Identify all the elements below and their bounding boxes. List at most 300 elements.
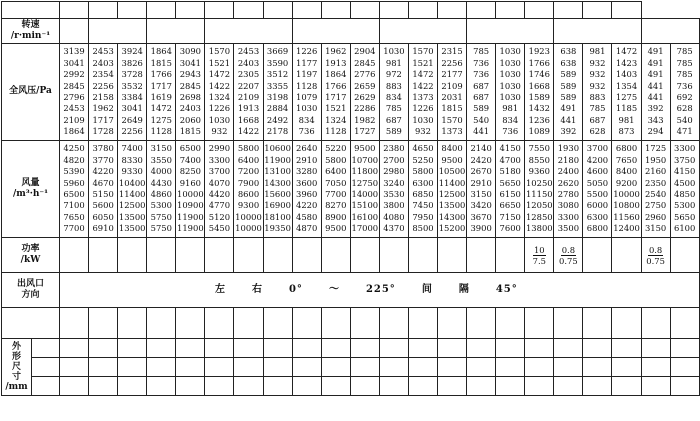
power-value [147, 238, 176, 273]
flow-value: 8400 [615, 166, 638, 177]
flow-value: 5180 [499, 166, 521, 177]
dims-label-line: 尺 [11, 362, 21, 372]
pressure-value: 491 [647, 46, 664, 57]
flow-value: 7200 [237, 166, 260, 177]
power-value [467, 238, 496, 273]
mass-value [438, 308, 467, 339]
pressure-value: 392 [647, 103, 664, 114]
pressure-value: 1766 [150, 69, 172, 80]
flow-value: 3960 [296, 189, 318, 199]
height-value [583, 377, 612, 396]
dims-label-line: 寸 [11, 372, 21, 382]
power-value [350, 238, 379, 273]
pressure-value: 3198 [266, 92, 289, 102]
pressure-value: 1030 [499, 57, 521, 68]
model-number [118, 2, 147, 19]
height-value [641, 377, 670, 396]
power-value [60, 238, 89, 273]
pressure-value: 1373 [441, 126, 463, 137]
power-numerator: 10 [533, 244, 545, 255]
length-value [612, 339, 641, 358]
flow-value: 6850 [412, 189, 434, 199]
flow-value: 2670 [470, 166, 492, 177]
pressure-value: 1128 [150, 126, 172, 137]
flow-value: 3280 [296, 166, 318, 177]
outlet-direction-token: 225° [365, 284, 396, 295]
flow-label-line: /m³·h⁻¹ [12, 189, 49, 199]
dims-label-line: 形 [11, 352, 21, 362]
length-label [32, 339, 60, 358]
pressure-value: 2453 [63, 103, 85, 114]
flow-value: 11400 [118, 189, 146, 199]
flow-value: 10900 [177, 200, 204, 211]
pressure-value: 785 [676, 57, 693, 68]
height-value [408, 377, 437, 396]
power-value [438, 238, 467, 273]
pressure-value: 3924 [121, 46, 143, 57]
height-value [234, 377, 263, 396]
pressure-value: 2256 [441, 57, 463, 68]
flow-value: 5800 [237, 143, 260, 154]
pressure-value: 2109 [441, 80, 463, 91]
flow-value: 5800 [412, 166, 434, 177]
pressure-value: 1717 [150, 80, 172, 91]
pressure-value: 1717 [325, 92, 347, 102]
height-value [467, 377, 496, 396]
pressure-value: 628 [676, 103, 693, 114]
flow-column [350, 141, 379, 238]
width-value [60, 358, 89, 377]
pressure-value: 1324 [208, 92, 231, 102]
model-number [234, 2, 263, 19]
speed-value [205, 19, 292, 44]
power-value [321, 238, 350, 273]
pressure-value: 1373 [412, 92, 434, 102]
flow-value: 12850 [525, 211, 553, 222]
flow-value: 4580 [296, 211, 318, 222]
pressure-column [670, 44, 699, 141]
flow-value: 4850 [674, 189, 696, 199]
width-value [234, 358, 263, 377]
flow-value: 5220 [325, 143, 347, 154]
pressure-value: 981 [589, 46, 606, 57]
outlet-direction-token: ～ [328, 284, 340, 295]
model-number [496, 2, 525, 19]
flow-value: 4080 [383, 211, 405, 222]
pressure-value: 589 [560, 69, 577, 80]
flow-value: 13500 [118, 211, 146, 222]
pressure-value: 1668 [237, 114, 260, 125]
pressure-value: 932 [589, 80, 606, 91]
pressure-value: 736 [676, 80, 693, 91]
flow-value: 2960 [644, 211, 667, 222]
flow-value: 6300 [586, 211, 609, 222]
mass-label [2, 308, 60, 339]
flow-value: 12500 [118, 200, 146, 211]
dims-label [2, 339, 32, 396]
mass-value [263, 308, 292, 339]
width-value [350, 358, 379, 377]
length-value [89, 339, 118, 358]
flow-value: 7550 [528, 143, 550, 154]
width-value [89, 358, 118, 377]
pressure-value: 1177 [296, 57, 318, 68]
flow-value: 4220 [296, 200, 318, 211]
pressure-value: 2492 [266, 114, 289, 125]
height-value [147, 377, 176, 396]
pressure-value: 2845 [179, 80, 202, 91]
power-fraction [554, 238, 583, 273]
flow-value: 5050 [586, 177, 609, 188]
pressure-value: 785 [473, 46, 490, 57]
speed-value [379, 19, 466, 44]
pressure-value: 3090 [179, 46, 202, 57]
flow-value: 6000 [586, 200, 609, 211]
pressure-column [234, 44, 263, 141]
flow-value: 2910 [470, 177, 492, 188]
power-fraction [641, 238, 670, 273]
power-value [670, 238, 699, 273]
pressure-value: 2698 [179, 92, 202, 102]
flow-column [641, 141, 670, 238]
flow-value: 5960 [63, 177, 85, 188]
model-number [263, 2, 292, 19]
pressure-value: 1030 [499, 92, 521, 102]
pressure-column [205, 44, 234, 141]
flow-value: 6400 [325, 166, 347, 177]
flow-value: 8900 [325, 211, 347, 222]
pressure-value: 441 [647, 92, 664, 102]
flow-value: 3300 [557, 211, 580, 222]
pressure-value: 2659 [354, 80, 376, 91]
flow-value: 3800 [383, 200, 405, 211]
flow-value: 10500 [438, 166, 466, 177]
flow-value: 3300 [208, 154, 231, 165]
pressure-value: 1030 [208, 114, 231, 125]
flow-value: 4820 [63, 154, 85, 165]
pressure-column [118, 44, 147, 141]
pressure-value: 2354 [92, 69, 114, 80]
pressure-value: 1236 [528, 114, 550, 125]
flow-value: 16100 [351, 211, 379, 222]
flow-value: 4870 [296, 223, 318, 234]
flow-value: 8270 [325, 200, 347, 211]
power-denominator: 7.5 [532, 255, 546, 266]
outlet-direction-token: 0° [288, 284, 303, 295]
flow-value: 10600 [264, 143, 291, 154]
pressure-value: 1815 [179, 126, 202, 137]
pressure-value: 441 [560, 114, 577, 125]
pressure-value: 589 [560, 92, 577, 102]
pressure-value: 1422 [208, 80, 231, 91]
pressure-value: 2845 [354, 57, 376, 68]
flow-value: 6100 [674, 223, 696, 234]
flow-value: 2380 [383, 143, 405, 154]
flow-value: 4500 [674, 177, 696, 188]
speed-value [292, 19, 379, 44]
width-value [496, 358, 525, 377]
pressure-value: 2796 [63, 92, 85, 102]
power-label-line: 功率 [21, 243, 40, 254]
mass-value [467, 308, 496, 339]
pressure-value: 1521 [208, 57, 231, 68]
flow-column [60, 141, 89, 238]
flow-value: 10800 [613, 200, 640, 211]
speed-label-line: 转速 [21, 19, 40, 30]
length-value [147, 339, 176, 358]
length-value [234, 339, 263, 358]
length-value [379, 339, 408, 358]
flow-label-line: 风量 [21, 177, 40, 188]
pressure-value: 2943 [179, 69, 202, 80]
flow-value: 5600 [92, 200, 114, 211]
flow-value: 12750 [351, 177, 379, 188]
flow-value: 6650 [499, 200, 521, 211]
pressure-value: 932 [589, 69, 606, 80]
flow-value: 4000 [150, 166, 172, 177]
pressure-value: 2992 [63, 69, 85, 80]
pressure-column [583, 44, 612, 141]
flow-value: 3750 [674, 154, 696, 165]
power-value [408, 238, 437, 273]
outlet-direction-token: 间 [421, 284, 433, 295]
width-label [32, 358, 60, 377]
flow-value: 2350 [644, 177, 667, 188]
flow-value: 4200 [586, 154, 609, 165]
pressure-value: 1185 [615, 103, 638, 114]
flow-value: 1950 [644, 154, 667, 165]
pressure-value: 687 [589, 114, 606, 125]
pressure-value: 687 [473, 80, 490, 91]
pressure-value: 687 [473, 92, 490, 102]
pressure-value: 1589 [528, 92, 550, 102]
width-value [379, 358, 408, 377]
flow-column [583, 141, 612, 238]
pressure-column [321, 44, 350, 141]
pressure-value: 3669 [266, 46, 289, 57]
mass-value [147, 308, 176, 339]
pressure-value: 1423 [615, 57, 638, 68]
power-value [205, 238, 234, 273]
flow-value: 3600 [296, 177, 318, 188]
flow-value: 12500 [438, 189, 466, 199]
width-value [467, 358, 496, 377]
flow-value: 4150 [674, 166, 696, 177]
power-denominator: 0.75 [559, 255, 578, 266]
pressure-value: 1913 [237, 103, 260, 114]
pressure-value: 785 [589, 103, 606, 114]
pressure-value: 2629 [354, 92, 376, 102]
pressure-value: 785 [385, 103, 402, 114]
pressure-value: 2845 [63, 80, 85, 91]
flow-value: 13500 [438, 200, 466, 211]
pressure-value: 883 [589, 92, 606, 102]
pressure-value: 1324 [325, 114, 347, 125]
flow-value: 16900 [264, 200, 291, 211]
pressure-value: 785 [676, 46, 693, 57]
model-number [147, 2, 176, 19]
pressure-value: 834 [502, 114, 519, 125]
length-value [467, 339, 496, 358]
height-value [321, 377, 350, 396]
pressure-column [554, 44, 583, 141]
flow-value: 4150 [499, 143, 521, 154]
flow-value: 5800 [325, 154, 347, 165]
flow-value: 10400 [118, 177, 146, 188]
power-value [612, 238, 641, 273]
pressure-value: 3384 [121, 92, 143, 102]
pressure-value: 981 [618, 114, 635, 125]
height-value [612, 377, 641, 396]
flow-value: 13500 [118, 223, 146, 234]
pressure-value: 1472 [150, 103, 172, 114]
flow-value: 5390 [63, 166, 85, 177]
model-number [292, 2, 321, 19]
speed-value [641, 19, 699, 44]
flow-value: 8250 [179, 166, 202, 177]
width-value [408, 358, 437, 377]
outlet-direction-token: 45° [495, 284, 518, 295]
pressure-value: 2060 [179, 114, 202, 125]
pressure-value: 1275 [615, 92, 638, 102]
flow-value: 4420 [208, 189, 231, 199]
pressure-column [263, 44, 292, 141]
pressure-value: 736 [502, 126, 519, 137]
pressure-value: 1923 [528, 46, 550, 57]
pressure-value: 1727 [354, 126, 376, 137]
pressure-value: 2256 [121, 126, 143, 137]
pressure-value: 589 [385, 126, 402, 137]
pressure-column [379, 44, 408, 141]
mass-value [554, 308, 583, 339]
flow-column [438, 141, 467, 238]
flow-value: 2540 [644, 189, 667, 199]
pressure-value: 834 [298, 114, 315, 125]
flow-value: 3700 [586, 143, 609, 154]
flow-value: 6300 [412, 177, 434, 188]
flow-label [2, 141, 60, 238]
flow-column [205, 141, 234, 238]
flow-column [408, 141, 437, 238]
pressure-value: 981 [385, 57, 402, 68]
flow-value: 7100 [63, 200, 85, 211]
power-value [89, 238, 118, 273]
model-number [467, 2, 496, 19]
pressure-label-line: 全风压/Pa [9, 86, 52, 97]
mass-value [350, 308, 379, 339]
flow-value: 11560 [613, 211, 640, 222]
flow-value: 6910 [92, 223, 114, 234]
pressure-value: 1089 [528, 126, 550, 137]
pressure-value: 2178 [266, 126, 289, 137]
length-value [438, 339, 467, 358]
pressure-value: 638 [560, 46, 577, 57]
model-number [408, 2, 437, 19]
flow-value: 3500 [557, 223, 580, 234]
pressure-value: 540 [676, 114, 693, 125]
model-number [612, 2, 641, 19]
flow-value: 4860 [150, 189, 172, 199]
flow-value: 10000 [235, 223, 262, 234]
height-value [292, 377, 321, 396]
pressure-value: 2776 [354, 69, 376, 80]
speed-label [2, 19, 60, 44]
flow-value: 6400 [237, 154, 260, 165]
pressure-value: 3041 [63, 57, 85, 68]
width-value [438, 358, 467, 377]
flow-value: 4370 [383, 223, 405, 234]
flow-value: 3300 [674, 143, 696, 154]
pressure-value: 2453 [237, 46, 260, 57]
model-number [379, 2, 408, 19]
pressure-value: 2286 [354, 103, 376, 114]
pressure-value: 1030 [383, 46, 405, 57]
pressure-value: 1962 [325, 46, 347, 57]
pressure-column [350, 44, 379, 141]
height-value [118, 377, 147, 396]
pressure-value: 1197 [296, 69, 318, 80]
pressure-value: 3139 [63, 46, 85, 57]
pressure-value: 1521 [325, 103, 347, 114]
height-value [89, 377, 118, 396]
pressure-value: 3041 [121, 103, 143, 114]
mass-value [321, 308, 350, 339]
length-value [350, 339, 379, 358]
flow-value: 2180 [557, 154, 580, 165]
flow-value: 4220 [92, 166, 114, 177]
width-value [292, 358, 321, 377]
flow-value: 4250 [63, 143, 85, 154]
pressure-value: 1030 [499, 80, 521, 91]
flow-value: 7700 [63, 223, 85, 234]
length-value [408, 339, 437, 358]
power-fraction [525, 238, 554, 273]
pressure-value: 1746 [528, 69, 550, 80]
flow-column [612, 141, 641, 238]
flow-value: 6500 [63, 189, 85, 199]
pressure-value: 1728 [92, 126, 114, 137]
flow-value: 5500 [586, 189, 609, 199]
pressure-value: 1521 [412, 57, 434, 68]
flow-column [496, 141, 525, 238]
width-value [176, 358, 205, 377]
outlet-label [2, 273, 60, 308]
flow-value: 17000 [351, 223, 379, 234]
flow-value: 14000 [351, 189, 379, 199]
flow-value: 12400 [613, 223, 640, 234]
flow-value: 2420 [470, 154, 492, 165]
mass-value [60, 308, 89, 339]
flow-column [89, 141, 118, 238]
pressure-value: 491 [647, 69, 664, 80]
pressure-value: 491 [647, 57, 664, 68]
pressure-value: 2256 [92, 80, 114, 91]
flow-value: 7650 [615, 154, 638, 165]
flow-value: 11150 [525, 189, 553, 199]
pressure-value: 2649 [121, 114, 143, 125]
flow-value: 15100 [351, 200, 379, 211]
pressure-value: 1354 [615, 80, 638, 91]
pressure-value: 2207 [237, 80, 260, 91]
flow-value: 3420 [470, 200, 492, 211]
power-value [583, 238, 612, 273]
pressure-value: 1128 [296, 80, 318, 91]
flow-value: 19350 [264, 223, 291, 234]
mass-value [118, 308, 147, 339]
pressure-value: 1668 [528, 80, 550, 91]
speed-value [147, 19, 205, 44]
pressure-value: 294 [647, 126, 664, 137]
